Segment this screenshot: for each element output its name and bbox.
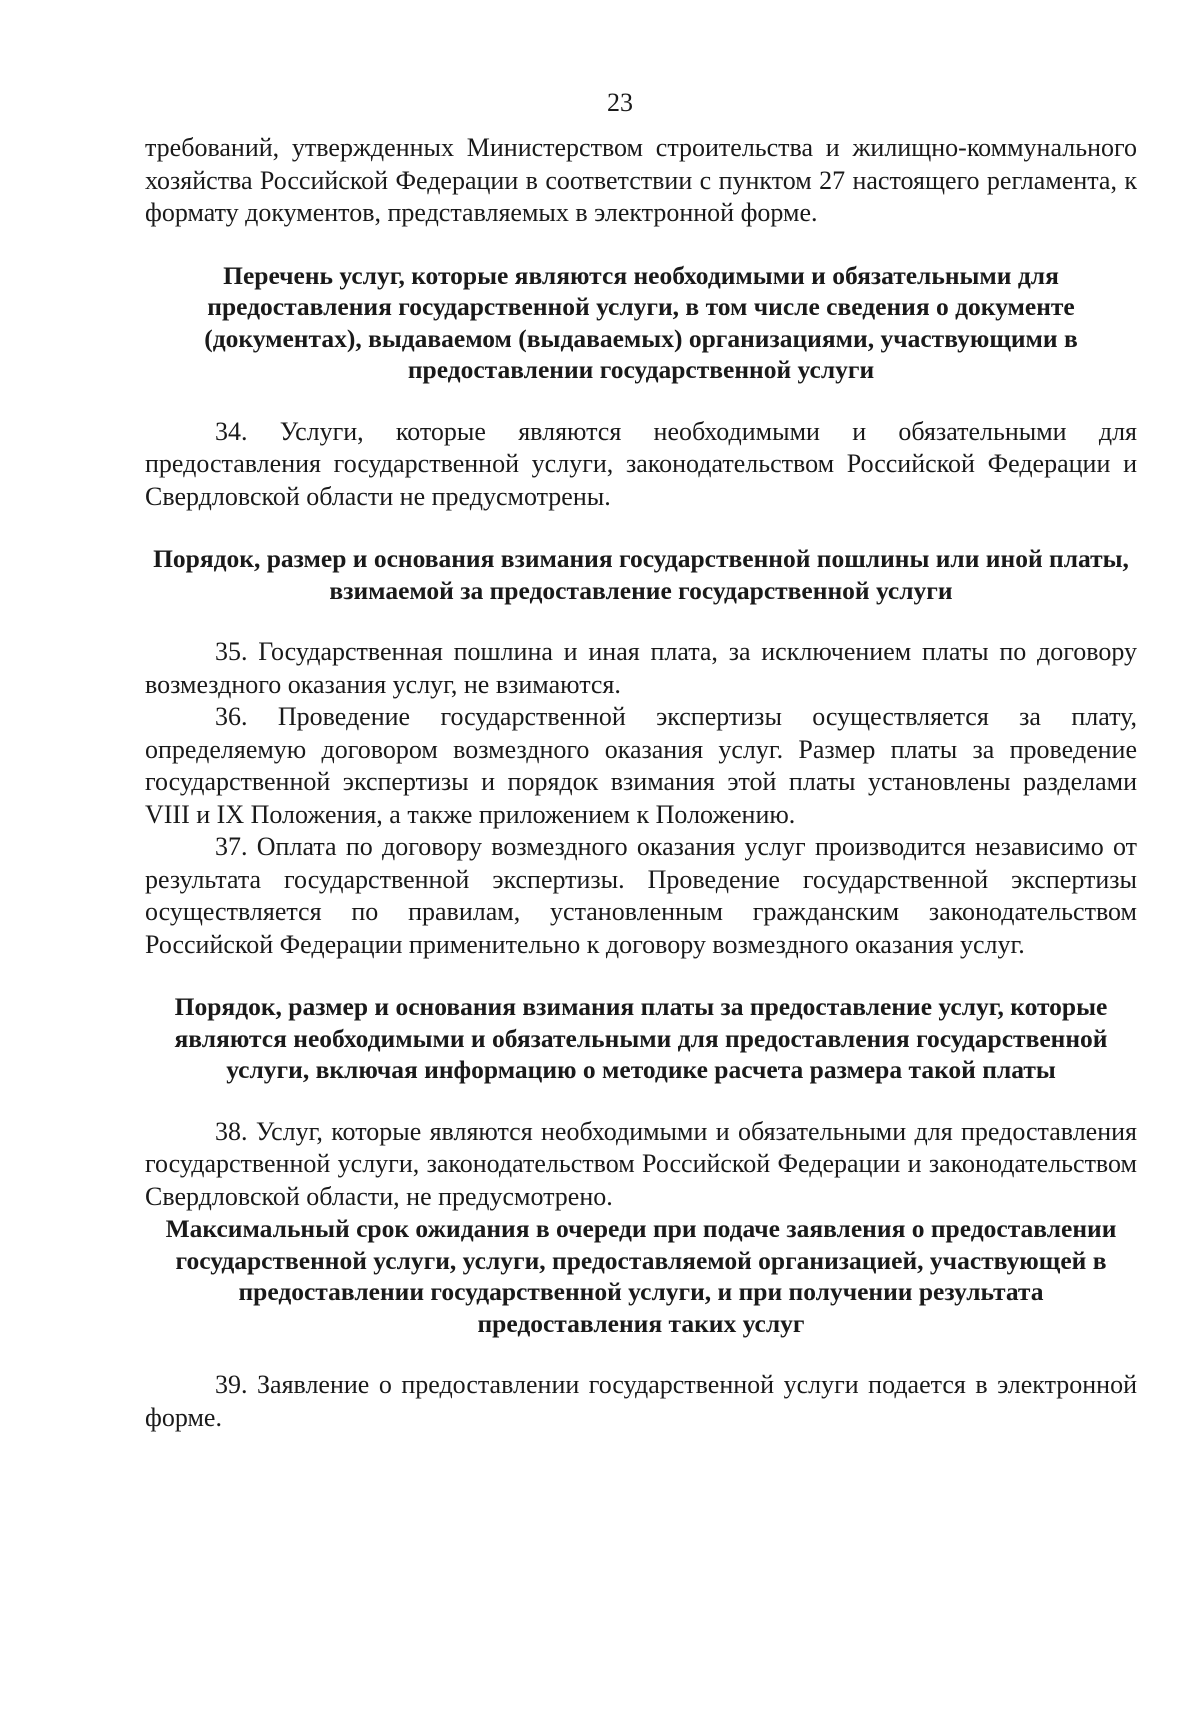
paragraph-number: 38. <box>215 1116 248 1146</box>
paragraph-number: 36. <box>215 702 248 731</box>
paragraph-text: Заявление о предоставлении государственной услуги подается в электронной форме. <box>145 1370 1138 1432</box>
paragraph-continuation: требований, утвержденных Министерством строительства и жилищно-коммунального хозяйства Российской Федерации в соответствии с пунктом 27 настоящего регламента, к формату документов, представляемых в электронной форме. <box>145 133 1137 227</box>
paragraph-34 <box>145 416 1137 514</box>
paragraph-37 <box>145 831 1137 961</box>
paragraph-36 <box>145 701 1137 831</box>
paragraph-number: 39. <box>215 1370 248 1399</box>
section-heading-service-fee: Порядок, размер и основания взимания платы за предоставление услуг, которые являются необходимыми и обязательными для предоставления государственной услуги, включая информацию о методике расчета размера такой платы <box>174 992 1108 1084</box>
paragraph-text: Услуги, которые являются необходимыми и обязательными для предоставления государственной услуги, законодательством Российской Федерации и Свердловской области не предусмотрены. <box>145 416 1137 511</box>
paragraph-38 <box>145 1116 1137 1214</box>
page-number: 23 <box>607 88 633 117</box>
paragraph-text: Услуг, которые являются необходимыми и обязательными для предоставления государственной услуги, законодательством Российской Федерации и законодательством Свердловской области, не предусмотрено. <box>145 1116 1137 1211</box>
paragraph-39 <box>145 1369 1137 1434</box>
section-heading-required-services: Перечень услуг, которые являются необходимыми и обязательными для предоставления государственной услуги, в том числе сведения о документе (документах), выдаваемом (выдаваемых) организациями, участвующими в предоставлении государственной услуги <box>204 260 1078 384</box>
paragraph-number: 37. <box>215 832 248 861</box>
section-heading-queue-time: Максимальный срок ожидания в очереди при подаче заявления о предоставлении государственной услуги, услуги, предоставляемой организацией, участвующей в предоставлении государственной услуги, и при получении результата предоставления таких услуг <box>165 1214 1117 1338</box>
document-body <box>145 132 1137 1434</box>
paragraph-text: Оплата по договору возмездного оказания услуг производится независимо от результата государственной экспертизы. Проведение государственной экспертизы осуществляется по правилам, установленным гражданским законодательством Российской Федерации применительно к договору возмездного оказания услуг. <box>145 832 1137 959</box>
paragraph-text: Проведение государственной экспертизы осуществляется за плату, определяемую договором возмездного оказания услуг. Размер платы за проведение государственной экспертизы и порядок взимания этой платы установлены разделами VIII и IX Положения, а также приложением к Положению. <box>145 702 1138 829</box>
paragraph-text: Государственная пошлина и иная плата, за исключением платы по договору возмездного оказания услуг, не взимаются. <box>145 637 1137 699</box>
paragraph-number: 34. <box>215 416 248 446</box>
paragraph-35 <box>145 636 1137 701</box>
section-heading-state-fee: Порядок, размер и основания взимания государственной пошлины или иной платы, взимаемой за предоставление государственной услуги <box>153 544 1129 605</box>
paragraph-number: 35. <box>215 637 248 666</box>
